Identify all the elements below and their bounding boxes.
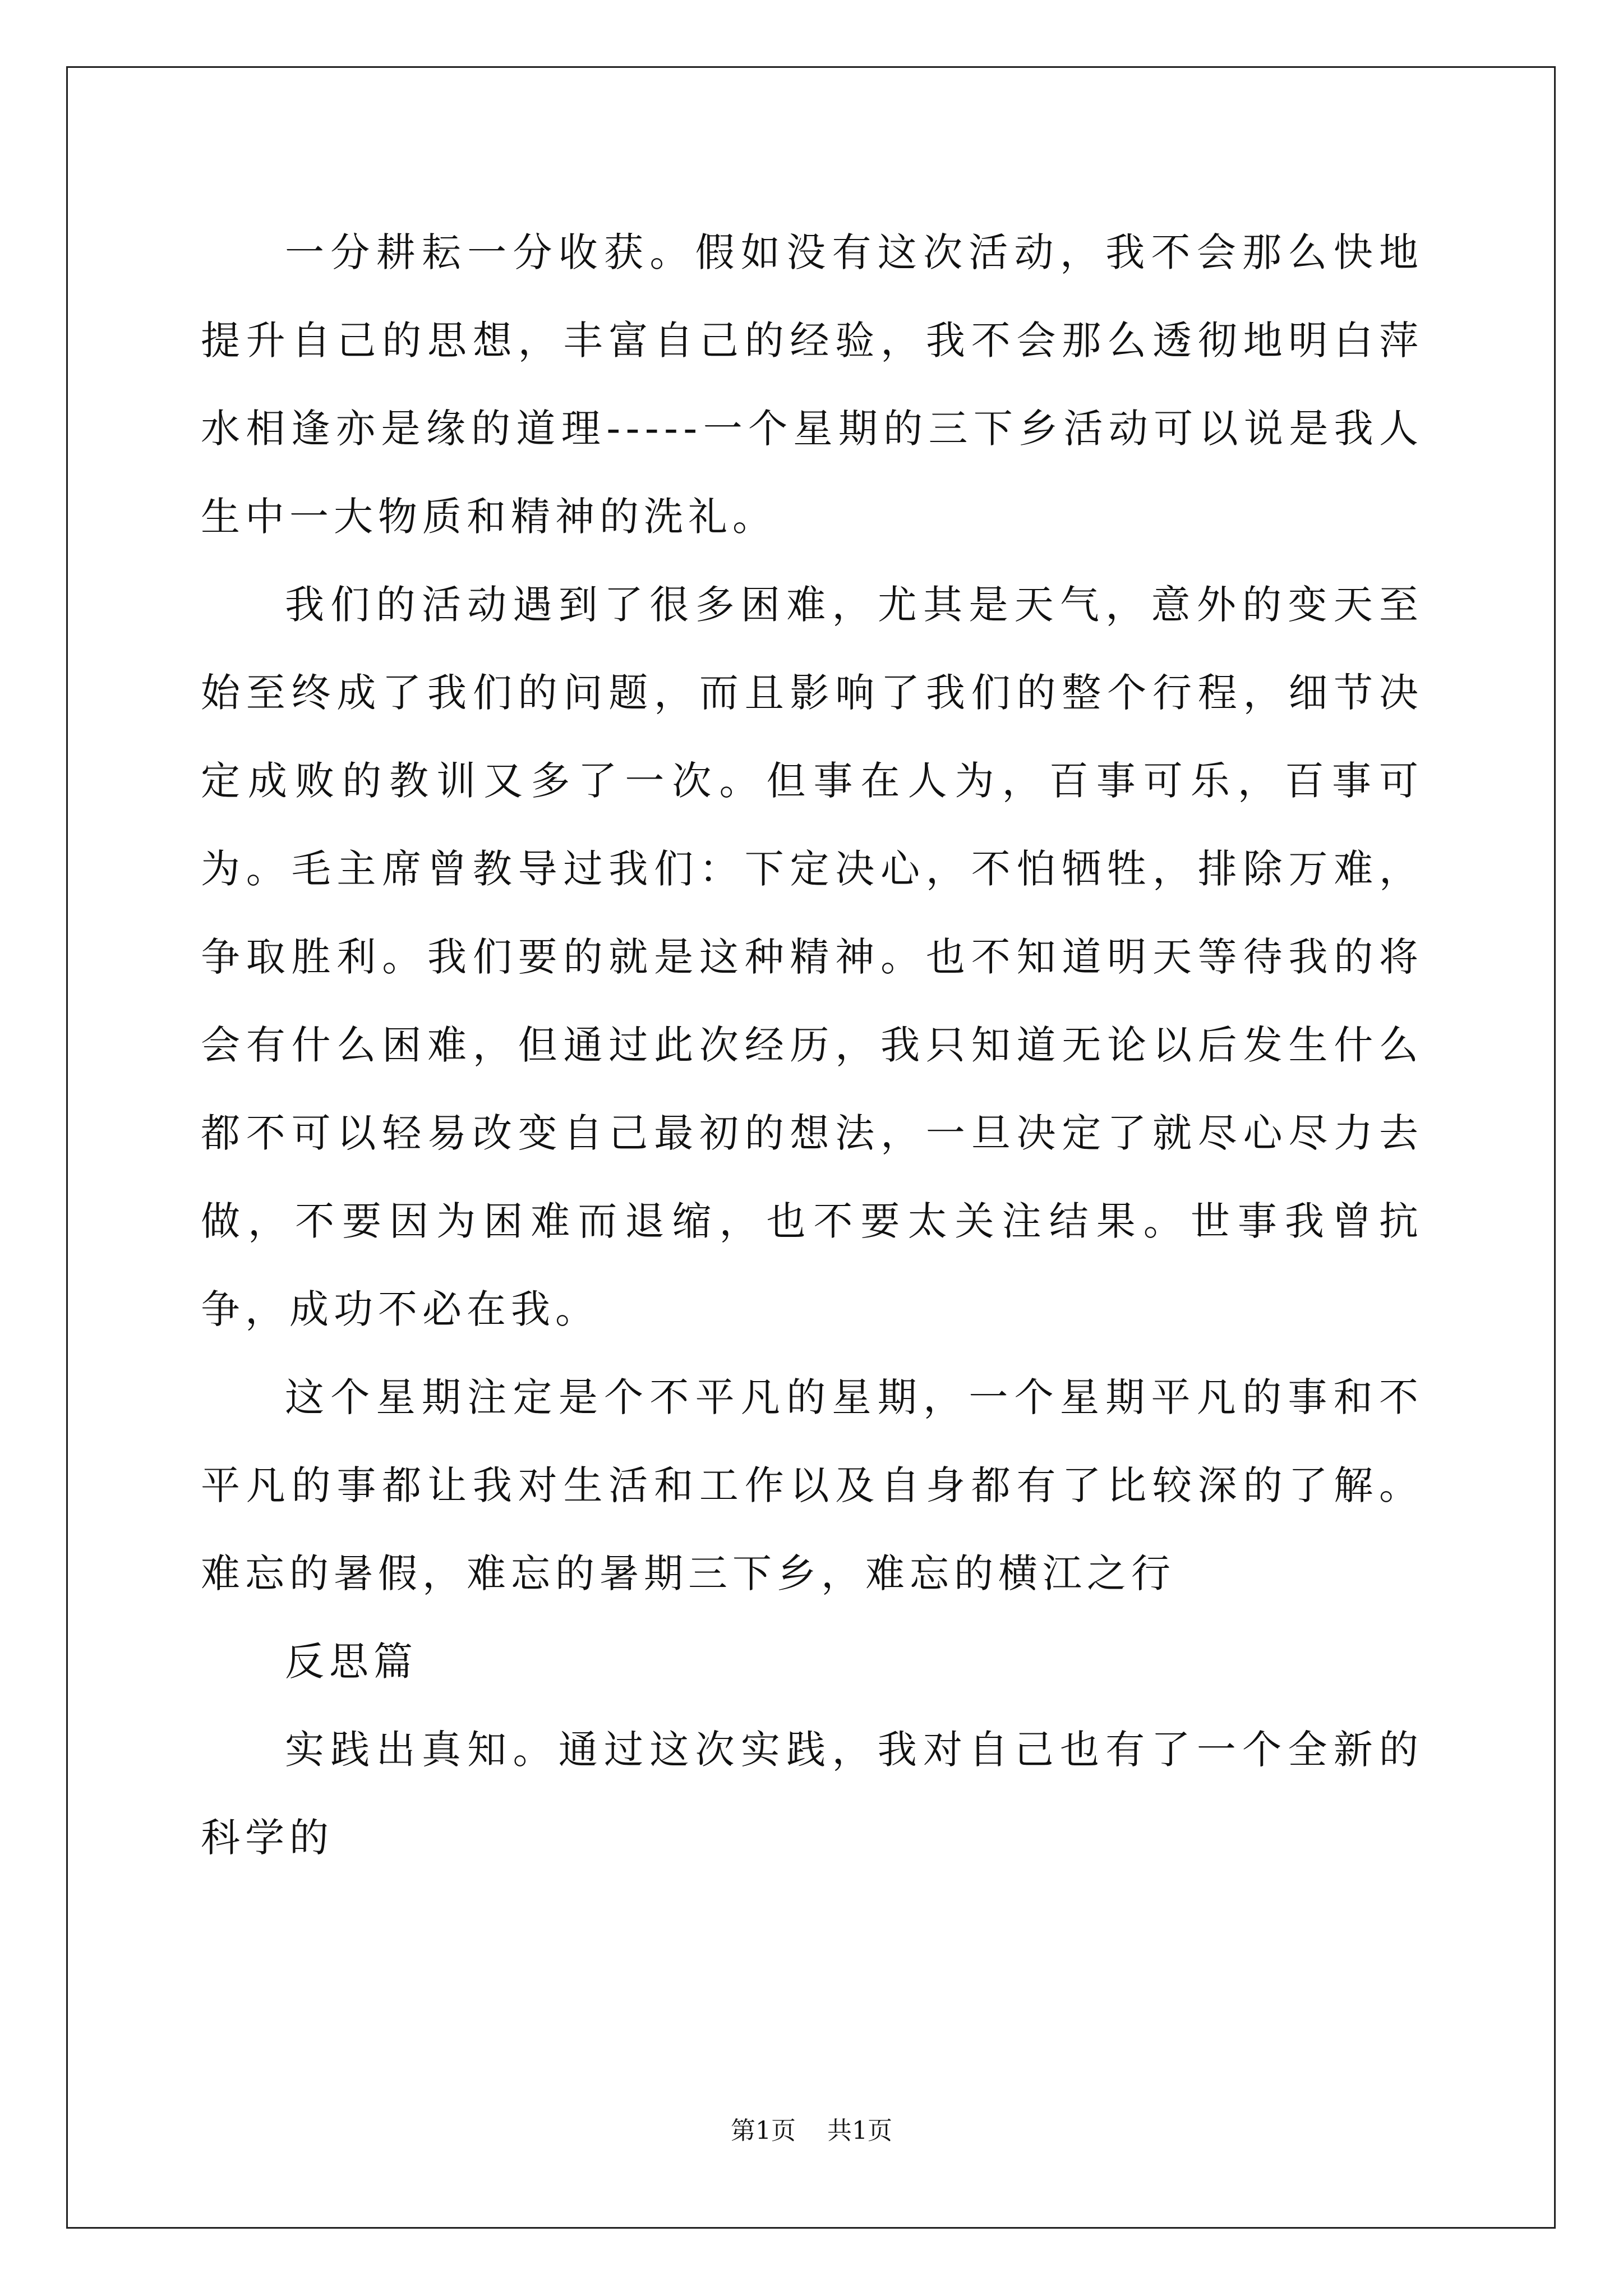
paragraph: 我们的活动遇到了很多困难，尤其是天气，意外的变天至始至终成了我们的问题，而且影响了我们的整个行程，细节决定成败的教训又多了一次。但事在人为，百事可乐，百事可为。毛主席曾教导过我们：下定决心，不怕牺牲，排除万难，争取胜利。我们要的就是这种精神。也不知道明天等待我的将会有什么困难，但通过此次经历，我只知道无论以后发生什么都不可以轻易改变自己最初的想法，一旦决定了就尽心尽力去做，不要因为困难而退缩，也不要太关注结果。世事我曾抗争，成功不必在我。	[201, 582, 1423, 1332]
page-number: 第1页	[731, 2116, 796, 2145]
section-heading: 反思篇	[285, 1639, 418, 1685]
paragraph: 实践出真知。通过这次实践，我对自己也有了一个全新的科学的	[201, 1727, 1423, 1861]
page-footer	[0, 2110, 1623, 2146]
paragraph: 这个星期注定是个不平凡的星期，一个星期平凡的事和不平凡的事都让我对生活和工作以及自身都有了比较深的了解。难忘的暑假，难忘的暑期三下乡，难忘的横江之行	[201, 1374, 1423, 1596]
page-total: 共1页	[827, 2116, 892, 2145]
document-body	[201, 209, 1423, 2049]
paragraph: 一分耕耘一分收获。假如没有这次活动，我不会那么快地提升自己的思想，丰富自己的经验，我不会那么透彻地明白萍水相逢亦是缘的道理-----一个星期的三下乡活动可以说是我人生中一大物质和精神的洗礼。	[201, 229, 1423, 540]
